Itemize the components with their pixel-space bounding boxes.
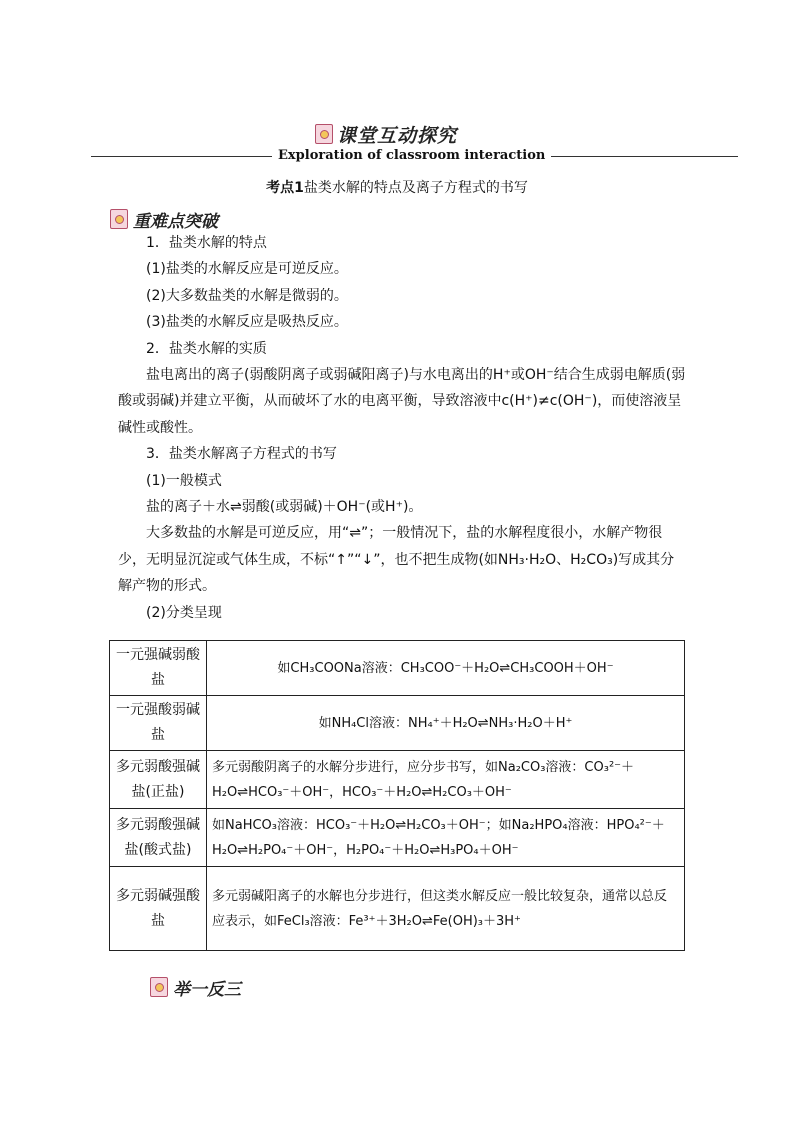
table-row (110, 867, 685, 951)
table-cell-type: 多元弱碱强酸盐 (110, 867, 207, 951)
topic-text: 盐类水解的特点及离子方程式的书写 (303, 180, 528, 196)
table-cell-desc: 多元弱酸阴离子的水解分步进行，应分步书写，如Na₂CO₃溶液：CO₃²⁻＋H₂O⇌HCO₃⁻＋OH⁻，HCO₃⁻＋H₂O⇌H₂CO₃＋OH⁻ (207, 751, 685, 809)
section-header-key-points (110, 207, 218, 231)
table-cell-type: 一元强酸弱碱盐 (110, 696, 207, 751)
book-icon (110, 209, 128, 229)
body-text (118, 230, 688, 626)
table-cell-type: 一元强碱弱酸盐 (110, 641, 207, 696)
table-row (110, 751, 685, 809)
paragraph: 2．盐类水解的实质 (146, 340, 267, 357)
table-cell-desc: 如NH₄Cl溶液：NH₄⁺＋H₂O⇌NH₃·H₂O＋H⁺ (207, 696, 685, 751)
topic-heading (0, 177, 794, 197)
paragraph: (2)分类呈现 (146, 604, 222, 621)
paragraph: 盐的离子＋水⇌弱酸(或弱碱)＋OH⁻(或H⁺)。 (146, 499, 423, 516)
paragraph: 1．盐类水解的特点 (146, 235, 267, 251)
book-icon (150, 977, 168, 997)
table-cell-desc: 如NaHCO₃溶液：HCO₃⁻＋H₂O⇌H₂CO₃＋OH⁻；如Na₂HPO₄溶液：HPO₄²⁻＋H₂O⇌H₂PO₄⁻＋OH⁻，H₂PO₄⁻＋H₂O⇌H₃PO₄＋OH⁻ (207, 809, 685, 867)
paragraph: 3．盐类水解离子方程式的书写 (146, 446, 337, 463)
table-cell-type: 多元弱酸强碱盐(酸式盐) (110, 809, 207, 867)
section-title: 举一反三 (173, 979, 241, 1000)
book-icon (315, 124, 333, 144)
paragraph: (2)大多数盐类的水解是微弱的。 (146, 287, 348, 304)
paragraph: (1)一般模式 (146, 472, 222, 489)
banner-subtitle: Exploration of classroom interaction (272, 147, 551, 165)
table-cell-desc: 多元弱碱阳离子的水解也分步进行，但这类水解反应一般比较复杂，通常以总反应表示，如FeCl₃溶液：Fe³⁺＋3H₂O⇌Fe(OH)₃＋3H⁺ (207, 867, 685, 951)
topic-label: 考点1 (266, 180, 304, 196)
paragraph: 大多数盐的水解是可逆反应，用“⇌”；一般情况下，盐的水解程度很小，水解产物很少，无明显沉淀或气体生成，不标“↑”“↓”，也不把生成物(如NH₃·H₂O、H₂CO₃)写成其分解产物的形式。 (118, 525, 675, 595)
table-row (110, 809, 685, 867)
section-title: 重难点突破 (133, 211, 218, 232)
table-cell-desc: 如CH₃COONa溶液：CH₃COO⁻＋H₂O⇌CH₃COOH＋OH⁻ (207, 641, 685, 696)
table-cell-type: 多元弱酸强碱盐(正盐) (110, 751, 207, 809)
banner-title (315, 120, 457, 148)
table-row (110, 641, 685, 696)
paragraph: (3)盐类的水解反应是吸热反应。 (146, 314, 348, 331)
table-row (110, 696, 685, 751)
paragraph: 盐电离出的离子(弱酸阴离子或弱碱阳离子)与水电离出的H⁺或OH⁻结合生成弱电解质(弱酸或弱碱)并建立平衡，从而破坏了水的电离平衡，导致溶液中c(H⁺)≠c(OH⁻)，而使溶液呈碱性或酸性。 (118, 367, 686, 436)
classification-table (109, 640, 685, 951)
paragraph: (1)盐类的水解反应是可逆反应。 (146, 261, 348, 278)
section-header-practice (150, 975, 241, 999)
banner-title-text: 课堂互动探究 (337, 124, 458, 147)
